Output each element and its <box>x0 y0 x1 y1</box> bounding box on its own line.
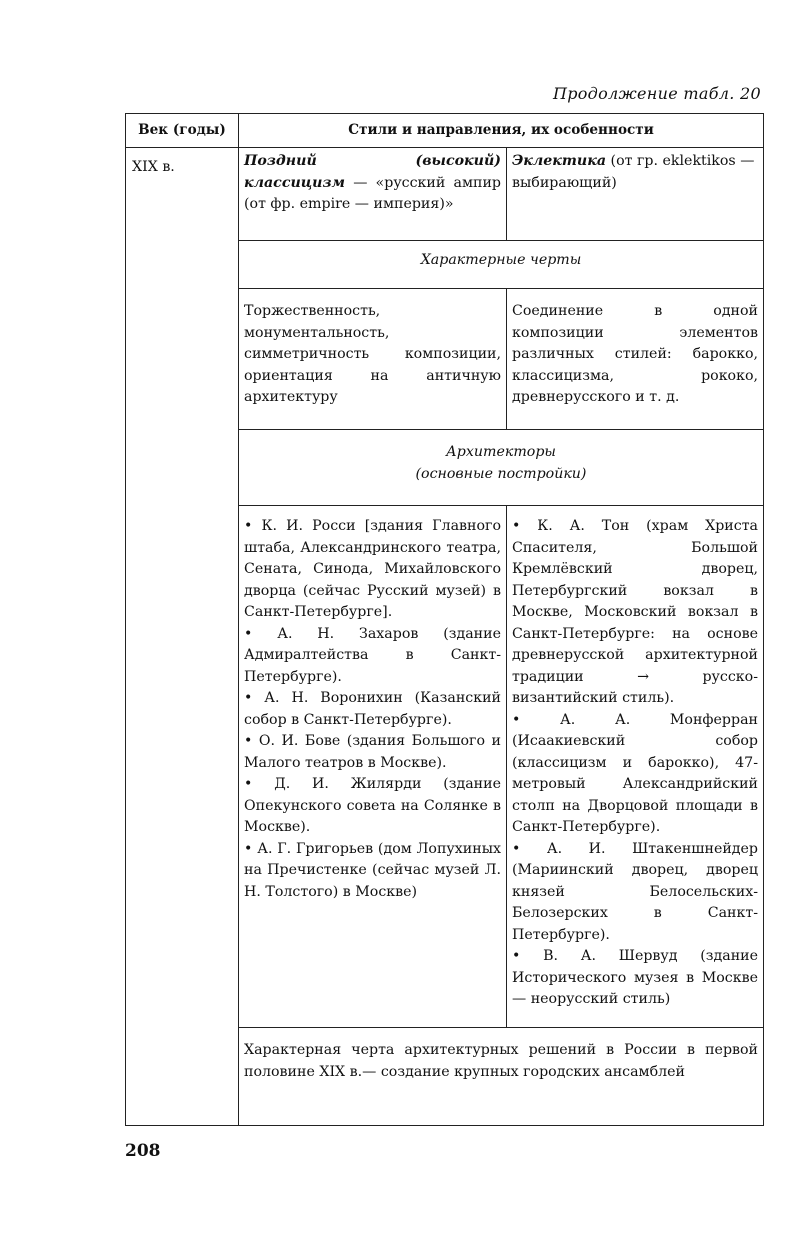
architects-heading-cell <box>239 430 764 506</box>
century-cell: XIX в. <box>126 148 239 1126</box>
architect-item: • А. А. Монферран (Исаакиевский собор (классицизм и барокко), 47-метровый Александрийский столп на Дворцовой площади в Санкт-Петербурге). <box>512 711 759 835</box>
summary: Характерная черта архитектурных решений в России в первой половине XIX в.— создание крупных городских ансамблей <box>239 1028 764 1126</box>
features-left: Торжественность, монументальность, симметричность композиции, ориентация на античную архитектуру <box>239 289 507 430</box>
architects-subheading: (основные постройки) <box>415 465 587 482</box>
architect-item: • О. И. Бове (здания Большого и Малого театров в Москве). <box>244 733 501 771</box>
architects-left <box>239 506 507 1028</box>
architects-heading: Архитекторы <box>446 444 556 460</box>
architect-item: • А. Н. Захаров (здание Адмиралтейства в Санкт-Петербурге). <box>244 625 501 685</box>
style-left-desc: — «русский ампир (от фр. empire — империя)» <box>244 174 501 212</box>
style-right-desc: (от гр. eklektikos — выбирающий) <box>512 153 755 191</box>
architecture-table <box>125 113 764 1126</box>
features-heading: Характерные черты <box>239 241 764 289</box>
table-header-row <box>126 114 764 148</box>
features-right: Соединение в одной композиции элементов различных стилей: барокко, классицизма, рококо, древнерусского и т. д. <box>507 289 764 430</box>
style-right <box>507 148 764 241</box>
architect-item: • А. И. Штакеншнейдер (Мариинский дворец, дворец князей Белосельских-Белозерских в Санкт-Петербурге). <box>512 840 759 943</box>
header-century: Век (годы) <box>126 114 239 148</box>
style-left <box>239 148 507 241</box>
page-number: 208 <box>125 1141 161 1161</box>
architect-item: • Д. И. Жилярди (здание Опекунского совета на Солянке в Москве). <box>244 776 501 835</box>
header-styles: Стили и направления, их особенности <box>239 114 764 148</box>
style-right-name: Эклектика <box>512 153 607 169</box>
architect-item: • К. А. Тон (храм Христа Спасителя, Большой Кремлёвский дворец, Петербургский вокзал в Москве, Московский вокзал в Санкт-Петербурге: на основе древнерусской архитектурной традиции → русско-византийский стиль). <box>512 518 759 706</box>
architect-item: • В. А. Шервуд (здание Исторического музея в Москве — неорусский стиль) <box>512 948 759 1007</box>
style-left-name: Поздний (высокий) классицизм <box>244 153 501 191</box>
architect-item: • А. Г. Григорьев (дом Лопухиных на Пречистенке (сейчас музей Л. Н. Толстого) в Москве) <box>244 840 501 900</box>
architect-item: • К. И. Росси [здания Главного штаба, Александринского театра, Сената, Синода, Михайловского дворца (сейчас Русский музей) в Санкт-Петербурге]. <box>244 518 501 620</box>
architects-right <box>507 506 764 1028</box>
architect-item: • А. Н. Воронихин (Казанский собор в Санкт-Петербурге). <box>244 690 501 728</box>
table-caption: Продолжение табл. 20 <box>552 84 761 103</box>
styles-row <box>126 148 764 241</box>
